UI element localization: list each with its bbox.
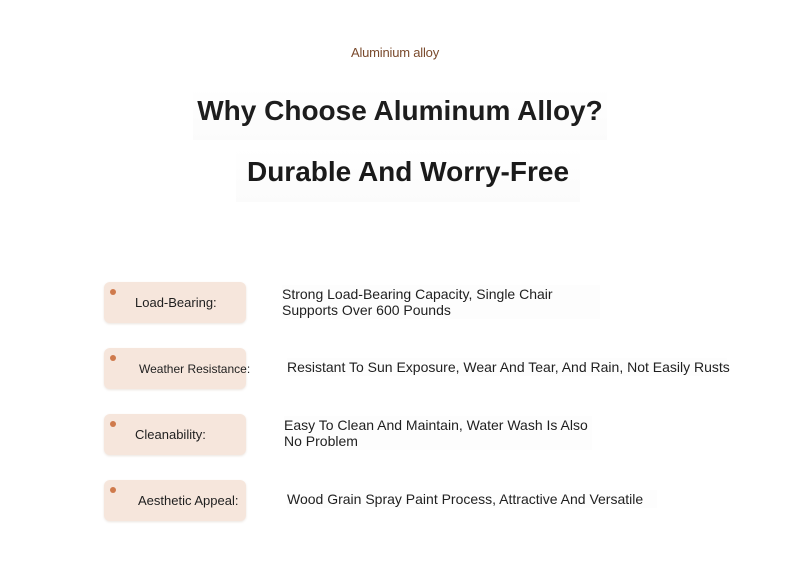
bullet-dot-icon bbox=[110, 355, 116, 361]
bullet-dot-icon bbox=[110, 487, 116, 493]
feature-label-pill bbox=[104, 480, 246, 521]
feature-description: Resistant To Sun Exposure, Wear And Tear, And Rain, Not Easily Rusts bbox=[287, 359, 730, 375]
feature-label: Weather Resistance: bbox=[139, 362, 251, 376]
bullet-dot-icon bbox=[110, 289, 116, 295]
bullet-dot-icon bbox=[110, 421, 116, 427]
feature-description: Strong Load-Bearing Capacity, Single Chair Supports Over 600 Pounds bbox=[282, 285, 600, 319]
feature-label: Load-Bearing: bbox=[135, 295, 217, 310]
feature-description: Easy To Clean And Maintain, Water Wash Is Also No Problem bbox=[284, 416, 592, 450]
feature-label: Cleanability: bbox=[135, 427, 206, 442]
feature-label-pill bbox=[104, 282, 246, 323]
feature-label-pill bbox=[104, 414, 246, 455]
category-label: Aluminium alloy bbox=[350, 45, 440, 60]
feature-label: Aesthetic Appeal: bbox=[138, 493, 239, 508]
page-subtitle: Durable And Worry-Free bbox=[236, 148, 580, 202]
feature-description: Wood Grain Spray Paint Process, Attractive And Versatile bbox=[287, 490, 657, 508]
feature-label-pill bbox=[104, 348, 251, 389]
page-title: Why Choose Aluminum Alloy? bbox=[193, 88, 607, 140]
